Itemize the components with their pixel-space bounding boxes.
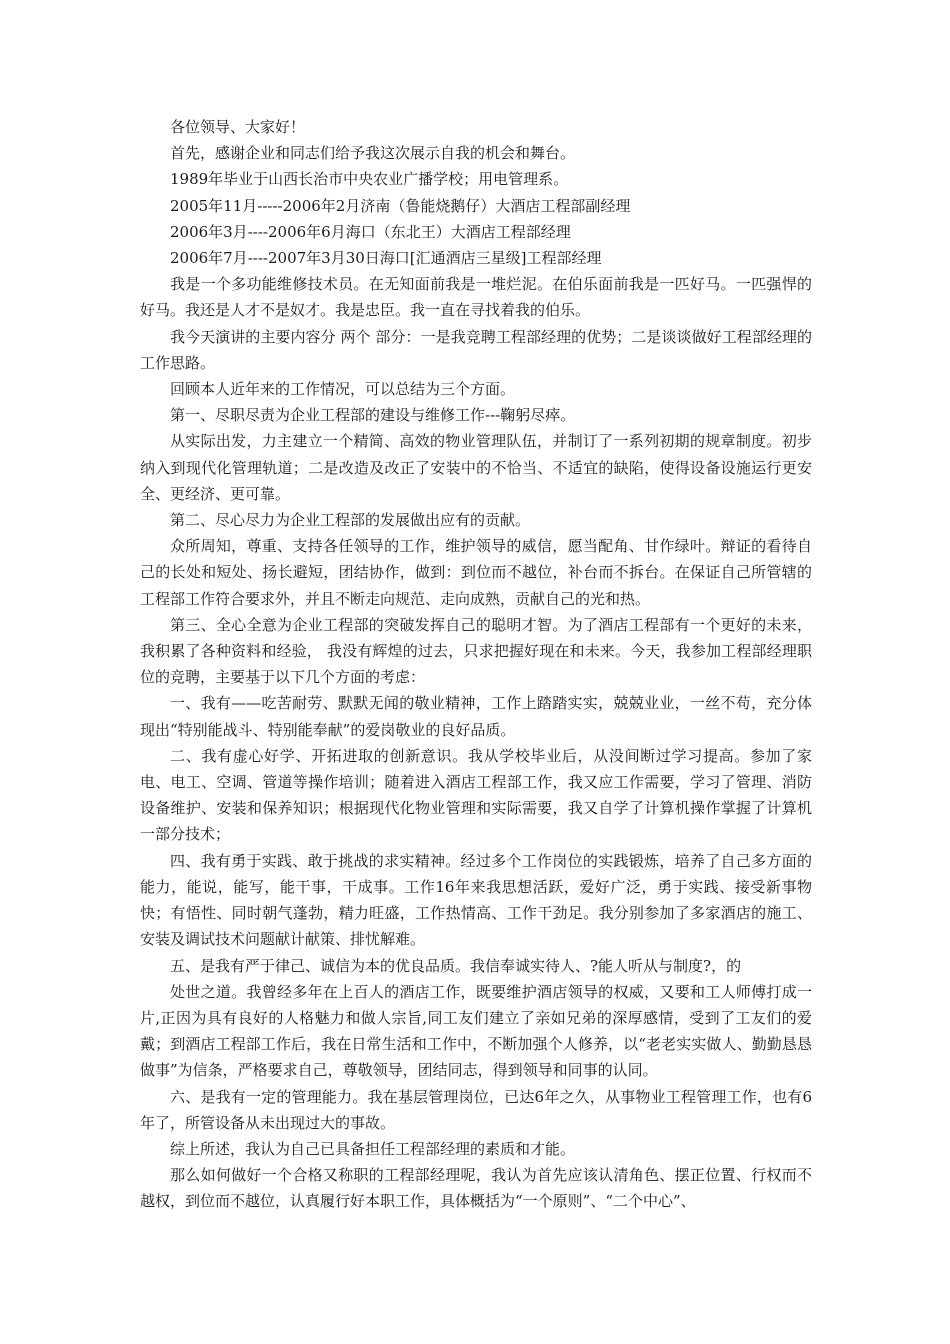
strength-five: 五、是我有严于律己、诚信为本的优良品质。我信奉诚实待人、?能人听从与制度?，的 <box>170 956 742 975</box>
section-first-heading: 第一、尽职尽责为企业工程部的建设与维修工作---鞠躬尽瘁。 <box>170 406 576 425</box>
strength-two: 二、我有虚心好学、开拓进取的创新意识。我从学校毕业后，从没间断过学习提高。参加了家电、电工、空调、管道等操作培训；随着进入酒店工程部工作，我又应工作需要，学习了管理、消防设备维护、安装和保养知识；根据现代化物业管理和实际需要，我又自学了计算机操作掌握了计算机一部分技术； <box>140 746 812 844</box>
section-second-heading: 第二、尽心尽力为企业工程部的发展做出应有的贡献。 <box>170 511 531 530</box>
strength-one: 一、我有——吃苦耐劳、默默无闻的敬业精神，工作上踏踏实实，兢兢业业，一丝不苟，充分体现出“特别能战斗、特别能奉献”的爱岗敬业的良好品质。 <box>140 694 812 739</box>
job-history-3: 2006年7月----2007年3月30日海口[汇通酒店三星级]工程部经理 <box>170 249 602 268</box>
approach-intro: 那么如何做好一个合格又称职的工程部经理呢，我认为首先应该认清角色、摆正位置、行权而不越权，到位而不越位，认真履行好本职工作，具体概括为“一个原则”、“二个中心”、 <box>140 1166 812 1211</box>
greeting: 各位领导、大家好！ <box>170 118 306 136</box>
section-third: 第三、全心全意为企业工程部的突破发挥自己的聪明才智。为了酒店工程部有一个更好的未来，我积累了各种资料和经验， 我没有辉煌的过去，只求把握好现在和未来。今天，我参加工程部经理职位的竞聘，主要基于以下几个方面的考虑： <box>140 615 812 687</box>
education-line: 1989年毕业于山西长治市中央农业广播学校；用电管理系。 <box>170 170 569 189</box>
document-body <box>140 114 812 1215</box>
self-intro: 我是一个多功能维修技术员。在无知面前我是一堆烂泥。在伯乐面前我是一匹好马。一匹强悍的好马。我还是人才不是奴才。我是忠臣。我一直在寻找着我的伯乐。 <box>140 275 812 320</box>
speech-outline: 我今天演讲的主要内容分 两个 部分：一是我竞聘工程部经理的优势；二是谈谈做好工程部经理的工作思路。 <box>140 327 812 372</box>
strength-six: 六、是我有一定的管理能力。我在基层管理岗位，已达6年之久，从事物业工程管理工作，也有6年了，所管设备从未出现过大的事故。 <box>140 1087 812 1132</box>
review-intro: 回顾本人近年来的工作情况，可以总结为三个方面。 <box>170 380 516 399</box>
strength-five-continued: 处世之道。我曾经多年在上百人的酒店工作，既要维护酒店领导的权威，又要和工人师傅打成一片,正因为具有良好的人格魅力和做人宗旨,同工友们建立了亲如兄弟的深厚感情，受到了工友们的爱戴；到酒店工程部工作后，我在日常生活和工作中，不断加强个人修养，以“老老实实做人、勤勤恳恳做事”为信条，严格要求自己，尊敬领导，团结同志，得到领导和同事的认同。 <box>140 982 812 1080</box>
job-history-1: 2005年11月-----2006年2月济南（鲁能烧鹅仔）大酒店工程部副经理 <box>170 196 631 215</box>
summary: 综上所述，我认为自己已具备担任工程部经理的素质和才能。 <box>170 1139 576 1158</box>
opening-thanks: 首先，感谢企业和同志们给予我这次展示自我的机会和舞台。 <box>170 144 576 163</box>
section-first-body: 从实际出发，力主建立一个精简、高效的物业管理队伍，并制订了一系列初期的规章制度。初步纳入到现代化管理轨道；二是改造及改正了安装中的不恰当、不适宜的缺陷，使得设备设施运行更安全、更经济、更可靠。 <box>140 432 812 503</box>
job-history-2: 2006年3月----2006年6月海口（东北王）大酒店工程部经理 <box>170 222 571 241</box>
strength-four: 四、我有勇于实践、敢于挑战的求实精神。经过多个工作岗位的实践锻炼，培养了自己多方面的能力，能说，能写，能干事，干成事。工作16年来我思想活跃，爱好广泛，勇于实践、接受新事物快；有悟性、同时朝气蓬勃，精力旺盛，工作热情高、工作干劲足。我分别参加了多家酒店的施工、安装及调试技术问题献计献策、排忧解难。 <box>140 851 812 949</box>
section-second-body: 众所周知，尊重、支持各任领导的工作，维护领导的威信，愿当配角、甘作绿叶。辩证的看待自己的长处和短处、扬长避短，团结协作，做到：到位而不越位，补台而不拆台。在保证自己所管辖的工程部工作符合要求外，并且不断走向规范、走向成熟，贡献自己的光和热。 <box>140 537 812 608</box>
